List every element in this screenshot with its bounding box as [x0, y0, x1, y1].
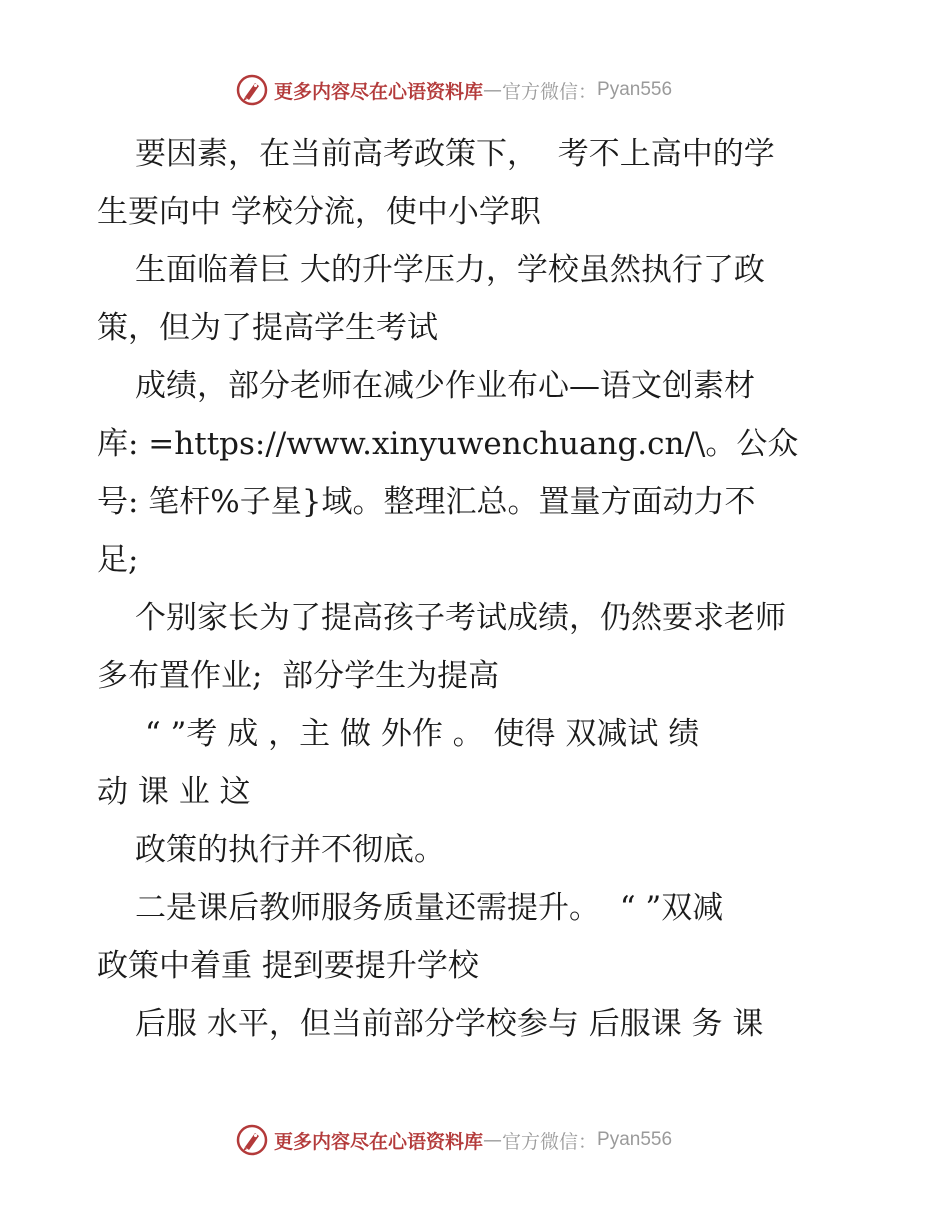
body-line: 政策的执行并不彻底。 [135, 832, 445, 868]
body-line: 个别家长为了提高孩子考试成绩，仍然要求老师 [135, 600, 786, 636]
body-line: 生要向中 学校分流，使中小学职 [97, 194, 541, 230]
banner-wechat-id: Pyan556 [597, 1129, 673, 1150]
body-line: 号: 笔杆%子星}域。整理汇总。置量方面动力不 [97, 484, 756, 520]
body-line: 要因素，在当前高考政策下， 考不上高中的学 [135, 136, 775, 172]
document-body [97, 125, 867, 1053]
banner-main-text: 更多内容尽在心语资料库 [274, 80, 484, 103]
body-line: 库: =https://www.xinyuwenchuang.cn/\。公众 [97, 426, 799, 462]
body-line: 二是课后教师服务质量还需提升。 “ ”双减 [135, 890, 724, 926]
banner-wechat-label: 官方微信： [502, 80, 598, 103]
banner-main-text: 更多内容尽在心语资料库 [274, 1130, 484, 1153]
header-watermark-banner [236, 72, 672, 108]
body-line: 后服 水平，但当前部分学校参与 后服课 务 课 [135, 1006, 764, 1042]
body-line: 动 课 业 这 [97, 774, 251, 810]
body-line: “ ”考 成 ，主 做 外作 。 使得 双减试 绩 [135, 716, 700, 752]
body-line: 成绩，部分老师在减少作业布心—语文创素材 [135, 368, 755, 404]
body-line: 策，但为了提高学生考试 [97, 310, 438, 346]
body-line: 生面临着巨 大的升学压力，学校虽然执行了政 [135, 252, 765, 288]
footer-watermark-banner [236, 1122, 672, 1158]
pen-nib-logo-icon [236, 74, 268, 106]
body-line: 足; [97, 542, 139, 578]
pen-nib-logo-icon [236, 1124, 268, 1156]
banner-separator: — [483, 1129, 503, 1151]
banner-wechat-label: 官方微信： [502, 1130, 598, 1153]
banner-separator: — [483, 79, 503, 101]
body-line: 政策中着重 提到要提升学校 [97, 948, 479, 984]
body-line: 多布置作业; 部分学生为提高 [97, 658, 500, 694]
banner-wechat-id: Pyan556 [597, 79, 673, 100]
